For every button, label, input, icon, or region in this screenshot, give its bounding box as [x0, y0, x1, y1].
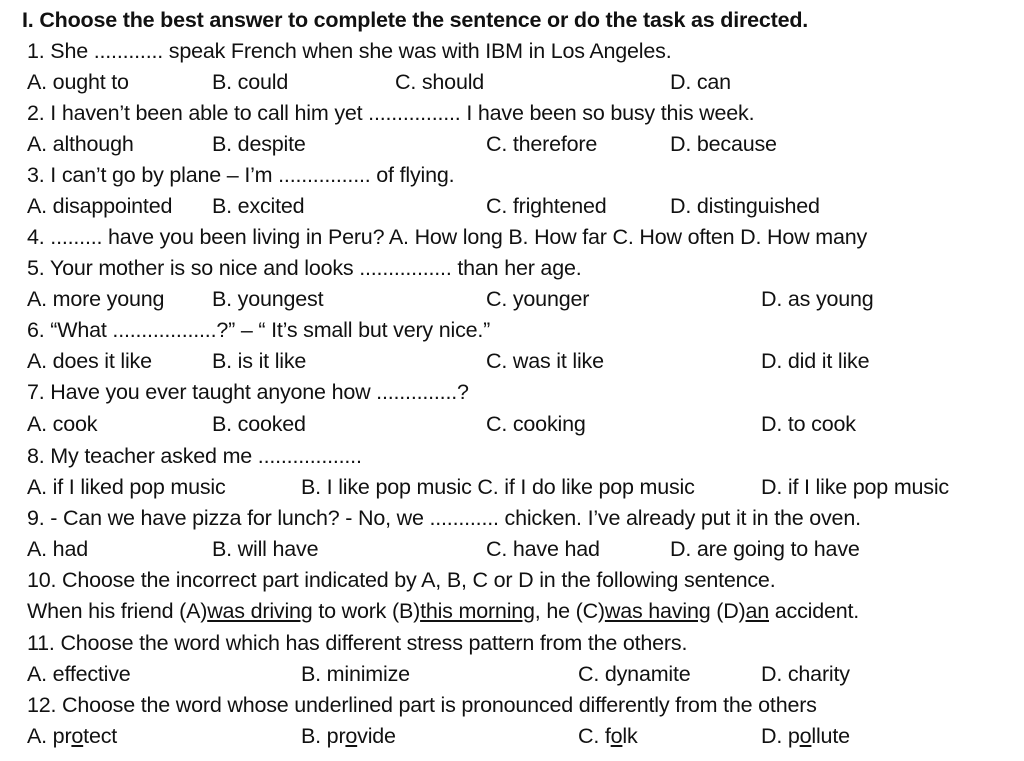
q6-option-c: C. was it like — [486, 349, 604, 373]
q11-option-b: B. minimize — [301, 662, 410, 686]
q12-option-a — [27, 721, 117, 752]
q12-option-b — [301, 721, 396, 752]
q1-option-c: C. should — [395, 70, 485, 94]
cut-off-line — [0, 753, 1024, 761]
q3-option-c: C. frightened — [486, 194, 607, 218]
q11-option-c: C. dynamite — [578, 662, 691, 686]
q5-option-d: D. as young — [761, 287, 874, 311]
q5-option-c: C. younger — [486, 287, 590, 311]
q5-option-b: B. youngest — [212, 287, 324, 311]
question-10-stem: 10. Choose the incorrect part indicated by A, B, C or D in the following sentence. — [27, 568, 776, 592]
question-3-stem: 3. I can’t go by plane – I’m ................ of flying. — [27, 163, 455, 187]
question-9-stem: 9. - Can we have pizza for lunch? - No, we ............ chicken. I’ve already put it in the oven. — [27, 506, 861, 530]
question-10-sentence — [27, 596, 859, 627]
q9-option-c: C. have had — [486, 537, 600, 561]
q7-option-a: A. cook — [27, 412, 98, 436]
q12-a-underlined: o — [71, 724, 84, 748]
section-heading: I. Choose the best answer to complete the sentence or do the task as directed. — [22, 8, 809, 32]
q12-c-prefix: C. f — [578, 724, 611, 748]
q2-option-b: B. despite — [212, 132, 306, 156]
q9-option-a: A. had — [27, 537, 88, 561]
q11-option-d: D. charity — [761, 662, 850, 686]
q6-option-a: A. does it like — [27, 349, 152, 373]
q1-option-d: D. can — [670, 70, 731, 94]
q12-b-underlined: o — [345, 724, 358, 748]
q7-option-b: B. cooked — [212, 412, 306, 436]
q10-part-b: this morning — [420, 599, 535, 623]
q12-c-suffix: lk — [622, 724, 638, 748]
q10-text-4: (D) — [710, 599, 746, 623]
q3-option-b: B. excited — [212, 194, 305, 218]
q12-d-suffix: llute — [811, 724, 850, 748]
q6-option-b: B. is it like — [212, 349, 307, 373]
q9-option-b: B. will have — [212, 537, 319, 561]
q1-option-a: A. ought to — [27, 70, 129, 94]
q5-option-a: A. more young — [27, 287, 165, 311]
q8-option-a: A. if I liked pop music — [27, 475, 226, 499]
q2-option-c: C. therefore — [486, 132, 598, 156]
q10-part-d: an — [745, 599, 770, 623]
q12-d-underlined: o — [799, 724, 812, 748]
question-5-stem: 5. Your mother is so nice and looks ................ than her age. — [27, 256, 582, 280]
question-7-stem: 7. Have you ever taught anyone how ..............? — [27, 380, 469, 404]
q9-option-d: D. are going to have — [670, 537, 860, 561]
q7-option-c: C. cooking — [486, 412, 586, 436]
q6-option-d: D. did it like — [761, 349, 870, 373]
q12-b-prefix: B. pr — [301, 724, 346, 748]
q12-c-underlined: o — [610, 724, 623, 748]
q12-a-suffix: tect — [83, 724, 118, 748]
q3-option-a: A. disappointed — [27, 194, 173, 218]
q12-a-prefix: A. pr — [27, 724, 72, 748]
q7-option-d: D. to cook — [761, 412, 856, 436]
q8-option-d: D. if I like pop music — [761, 475, 949, 499]
q10-part-c: was having — [604, 599, 711, 623]
q3-option-d: D. distinguished — [670, 194, 820, 218]
q2-option-a: A. although — [27, 132, 134, 156]
q10-text-3: , he (C) — [534, 599, 605, 623]
question-8-stem: 8. My teacher asked me .................. — [27, 444, 362, 468]
q1-option-b: B. could — [212, 70, 289, 94]
question-1-stem: 1. She ............ speak French when she was with IBM in Los Angeles. — [27, 39, 672, 63]
q10-text-2: to work (B) — [312, 599, 421, 623]
question-11-stem: 11. Choose the word which has different stress pattern from the others. — [27, 631, 688, 655]
question-4-stem: 4. ......... have you been living in Peru? A. How long B. How far C. How often D. How many — [27, 225, 868, 249]
question-2-stem: 2. I haven’t been able to call him yet ................ I have been so busy this week. — [27, 101, 755, 125]
q12-option-d — [761, 721, 850, 752]
q10-text-5: accident. — [769, 599, 860, 623]
question-6-stem: 6. “What ..................?” – “ It’s small but very nice.” — [27, 318, 491, 342]
question-12-stem: 12. Choose the word whose underlined part is pronounced differently from the others — [27, 693, 817, 717]
q2-option-d: D. because — [670, 132, 777, 156]
q11-option-a: A. effective — [27, 662, 131, 686]
q8-option-b-c: B. I like pop music C. if I do like pop music — [301, 475, 695, 499]
q12-d-prefix: D. p — [761, 724, 800, 748]
q10-text-1: When his friend (A) — [27, 599, 208, 623]
q12-option-c — [578, 721, 638, 752]
q10-part-a: was driving — [207, 599, 313, 623]
q12-b-suffix: vide — [357, 724, 396, 748]
